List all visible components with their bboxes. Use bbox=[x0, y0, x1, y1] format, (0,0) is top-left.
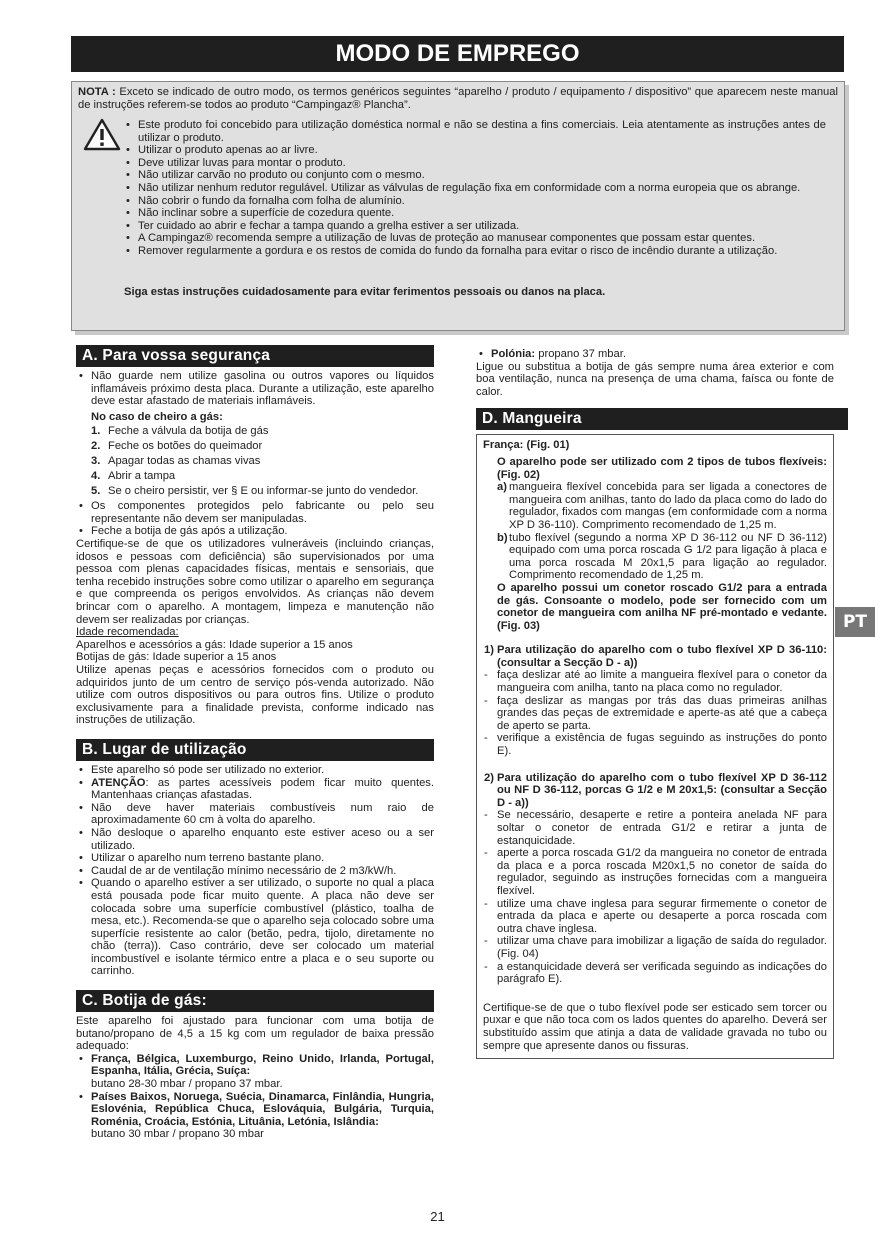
dash-item: - Se necessário, desaperte e retire a ponteira anelada NF para soltar o conetor de entrada G1/2 e retirar a junta de estanquicidade. bbox=[483, 809, 827, 847]
note-item: • Ter cuidado ao abrir e fechar a tampa quando a grelha estiver a ser utilizada. bbox=[124, 220, 826, 233]
note-final: Siga estas instruções cuidadosamente para evitar ferimentos pessoais ou danos na placa. bbox=[124, 286, 606, 298]
list-item: • Não desloque o aparelho enquanto este estiver aceso ou a ser utilizado. bbox=[76, 827, 434, 852]
list-item: • Países Baixos, Noruega, Suécia, Dinamarca, Finlândia, Hungria, Eslovénia, República Chuca, Eslováquia, Bulgária, Turquia, Roménia, Croácia, Estónia, Lituânia, Letónia, Islândia: butano 30 mbar / propano 30 mbar bbox=[76, 1091, 434, 1141]
note-item: • A Campingaz® recomenda sempre a utilização de luvas de proteção ao manusear componentes que possam estar quentes. bbox=[124, 232, 826, 245]
supervision-paragraph: Certifique-se de que os utilizadores vulneráveis (incluindo crianças, idosos e pessoas com deficiência) são supervisionados por uma pessoa com plenas capacidades físicas, mentais e sensoriais, que tenha recebido instruções sobre como utilizar o aparelho em segurança e que compreenda os perigos envolvidos. As crianças não devem brincar com o aparelho. A montagem, limpeza e manutenção não devem ser realizadas por crianças. bbox=[76, 538, 434, 626]
page-number: 21 bbox=[430, 1209, 445, 1224]
list-item: • França, Bélgica, Luxemburgo, Reino Unido, Irlanda, Portugal, Espanha, Itália, Grécia, Suíça: butano 28-30 mbar / propano 37 mbar. bbox=[76, 1053, 434, 1091]
hose-type-b: b) tubo flexível (segundo a norma XP D 36-112 ou NF D 36-112) equipado com uma porca roscada G 1/2 para ligação à placa e uma porca roscada M 20x1,5 para ligação ao regulador. Comprimento recomendado de 1,25 m. bbox=[497, 531, 827, 582]
hose-method-2-heading: 2) Para utilização do aparelho com o tubo flexível XP D 36-112 ou NF D 36-112, porcas G 1/2 e M 20x1,5: (consultar a Secção D - a)) bbox=[484, 771, 827, 809]
gas-intro: Este aparelho foi ajustado para funcionar com uma botija de butano/propano de 4,5 a 15 kg com um regulador de baixa pressão adequado: bbox=[76, 1015, 434, 1053]
section-a-list bbox=[76, 370, 434, 408]
country-list bbox=[76, 1053, 434, 1141]
section-a-list-2 bbox=[76, 500, 434, 538]
dash-item: - faça deslizar as mangas por trás das duas primeiras anilhas grandes das peças de extremidade e aperte-as até que a cabeça de aperto se parta. bbox=[483, 695, 827, 733]
list-item: • Os componentes protegidos pelo fabricante ou pelo seu representante não devem ser manipuladas. bbox=[76, 500, 434, 525]
list-item: • Este aparelho só pode ser utilizado no exterior. bbox=[76, 764, 434, 777]
step-item: 5. Se o cheiro persistir, ver § E ou informar-se junto do vendedor. bbox=[91, 485, 419, 498]
gas-smell-heading: No caso de cheiro a gás: bbox=[91, 410, 223, 423]
gas-replace-paragraph: Ligue ou substitua a botija de gás sempre numa área exterior e com boa ventilação, nunca na presença de uma chama, faísca ou fonte de calor. bbox=[476, 360, 834, 398]
step-item: 4. Abrir a tampa bbox=[91, 470, 176, 483]
note-item: • Remover regularmente a gordura e os restos de comida do fundo da fornalha para evitar o risco de incêndio durante a utilização. bbox=[124, 245, 826, 258]
section-b-heading: B. Lugar de utilização bbox=[76, 739, 434, 761]
hose-box bbox=[476, 434, 834, 1059]
step-item: 1. Feche a válvula da botija de gás bbox=[91, 425, 269, 438]
section-b-list bbox=[76, 764, 434, 978]
right-column bbox=[476, 348, 862, 1059]
note-intro bbox=[78, 86, 838, 111]
hose-final-paragraph: Certifique-se de que o tubo flexível pode ser esticado sem torcer ou puxar e que não toca com os lados quentes do aparelho. Deverá ser substituído assim que atinja a data de validade gravada no tubo ou sempre que apresente danos ou fissuras. bbox=[483, 1001, 827, 1052]
note-item: • Não utilizar carvão no produto ou conjunto com o mesmo. bbox=[124, 169, 826, 182]
list-item: • Caudal de ar de ventilação mínimo necessário de 2 m3/kW/h. bbox=[76, 865, 434, 878]
dash-item: - utilizar uma chave para imobilizar a ligação de saída do regulador. (Fig. 04) bbox=[483, 935, 827, 960]
note-list bbox=[124, 119, 826, 258]
note-item: • Utilizar o produto apenas ao ar livre. bbox=[124, 144, 826, 157]
age-heading: Idade recomendada: bbox=[76, 626, 179, 639]
note-item: • Não cobrir o fundo da fornalha com folha de alumínio. bbox=[124, 195, 826, 208]
france-label: França: (Fig. 01) bbox=[483, 439, 570, 452]
note-item: • Não inclinar sobre a superfície de cozedura quente. bbox=[124, 207, 826, 220]
step-item: 3. Apagar todas as chamas vivas bbox=[91, 455, 261, 468]
hose-intro: O aparelho pode ser utilizado com 2 tipos de tubos flexíveis: (Fig. 02) bbox=[497, 455, 827, 481]
note-item: • Não utilizar nenhum redutor regulável. Utilizar as válvulas de regulação fixa em conformidade com a norma europeia que os abrange. bbox=[124, 182, 826, 195]
step-item: 2. Feche os botões do queimador bbox=[91, 440, 263, 453]
hose-type-a: a) mangueira flexível concebida para ser ligada a conectores de mangueira com anilhas, tanto do lado da placa como do lado do regulador, fixados com mangas (em conformidade com a norma XP D 36-110). Comprimento recomendado de 1,25 m. bbox=[497, 481, 827, 531]
note-item: • Este produto foi concebido para utilização doméstica normal e não se destina a fins comerciais. Leia atentamente as instruções antes de utilizar o produto. bbox=[124, 119, 826, 144]
age-line: Aparelhos e acessórios a gás: Idade superior a 15 anos bbox=[76, 638, 353, 651]
list-item: • Não guarde nem utilize gasolina ou outros vapores ou líquidos inflamáveis próximo desta placa. Durante a utilização, este aparelho deve estar afastado de materiais inflamáveis. bbox=[76, 370, 434, 408]
note-item: • Deve utilizar luvas para montar o produto. bbox=[124, 157, 826, 170]
page-title: MODO DE EMPREGO bbox=[71, 36, 844, 72]
section-d-heading: D. Mangueira bbox=[476, 408, 848, 430]
warning-icon bbox=[83, 118, 121, 152]
dash-item: - utilize uma chave inglesa para segurar firmemente o conetor de entrada da placa e aperte ou desaperte a porca roscada com outra chave inglesa. bbox=[483, 898, 827, 936]
hose-method-1-heading: 1) Para utilização do aparelho com o tubo flexível XP D 36-110: (consultar a Secção D - a)) bbox=[484, 644, 827, 669]
list-item: • Utilizar o aparelho num terreno bastante plano. bbox=[76, 852, 434, 865]
list-item: • Feche a botija de gás após a utilização. bbox=[76, 525, 434, 538]
connector-note: O aparelho possui um conetor roscado G1/2 para a entrada de gás. Consoante o modelo, pode ser fornecido com um conetor de mangueira com anilha NF pré-montado e vedante. (Fig. 03) bbox=[497, 581, 827, 632]
section-a-heading: A. Para vossa segurança bbox=[76, 345, 434, 367]
dash-item: - verifique a existência de fugas seguindo as instruções do ponto E). bbox=[483, 732, 827, 757]
dash-item: - faça deslizar até ao limite a mangueira flexível para o conetor da mangueira com anilha, tanto na placa como no regulador. bbox=[483, 669, 827, 694]
list-item: • Não deve haver materiais combustíveis num raio de aproximadamente 60 cm à volta do aparelho. bbox=[76, 802, 434, 827]
gas-smell-steps bbox=[76, 425, 434, 498]
list-item: • Polónia: propano 37 mbar. bbox=[476, 348, 862, 361]
list-item: • Quando o aparelho estiver a ser utilizado, o suporte no qual a placa está pousada pode ficar muito quente. A placa não deve ser colocada sobre uma superfície combustível (plástico, toalha de mesa, etc.). Recomenda-se que o aparelho seja colocado sobre uma superfície resistente ao calor (betão, pedra, tijolo, diretamente no chão (terra)). Caso contrário, deve ser colocado um material incombustível e isolante térmico entre a placa e o seu suporte ou carrinho. bbox=[76, 877, 434, 978]
left-column bbox=[76, 345, 434, 1141]
section-c-heading: C. Botija de gás: bbox=[76, 990, 434, 1012]
age-line: Botijas de gás: Idade superior a 15 anos bbox=[76, 651, 277, 664]
poland-list bbox=[476, 348, 862, 361]
dash-item: - a estanquicidade deverá ser verificada seguindo as indicações do parágrafo E). bbox=[483, 961, 827, 986]
note-text: Exceto se indicado de outro modo, os termos genéricos seguintes “aparelho / produto / equipamento / dispositivo” que aparecem neste manual de instruções referem-se todos ao produto “Campingaz® Plancha”. bbox=[78, 86, 838, 111]
parts-paragraph: Utilize apenas peças e acessórios fornecidos com o produto ou adquiridos junto de um centro de serviço pós-venda autorizado. Não utilize com outros dispositivos ou para outros fins. Utilize o produto exclusivamente para a finalidade prevista, conforme indicado nas instruções de utilização. bbox=[76, 664, 434, 727]
dash-item: - aperte a porca roscada G1/2 da mangueira no conetor de entrada da placa e a porca roscada M20x1,5 no conetor de saída do regulador, seguindo as instruções fornecidas com a mangueira flexível. bbox=[483, 847, 827, 897]
language-tab: PT bbox=[835, 607, 875, 637]
list-item: • ATENÇÃO: as partes acessíveis podem ficar muito quentes. Mantenhaas crianças afastadas. bbox=[76, 777, 434, 802]
note-label: NOTA : bbox=[78, 86, 116, 98]
